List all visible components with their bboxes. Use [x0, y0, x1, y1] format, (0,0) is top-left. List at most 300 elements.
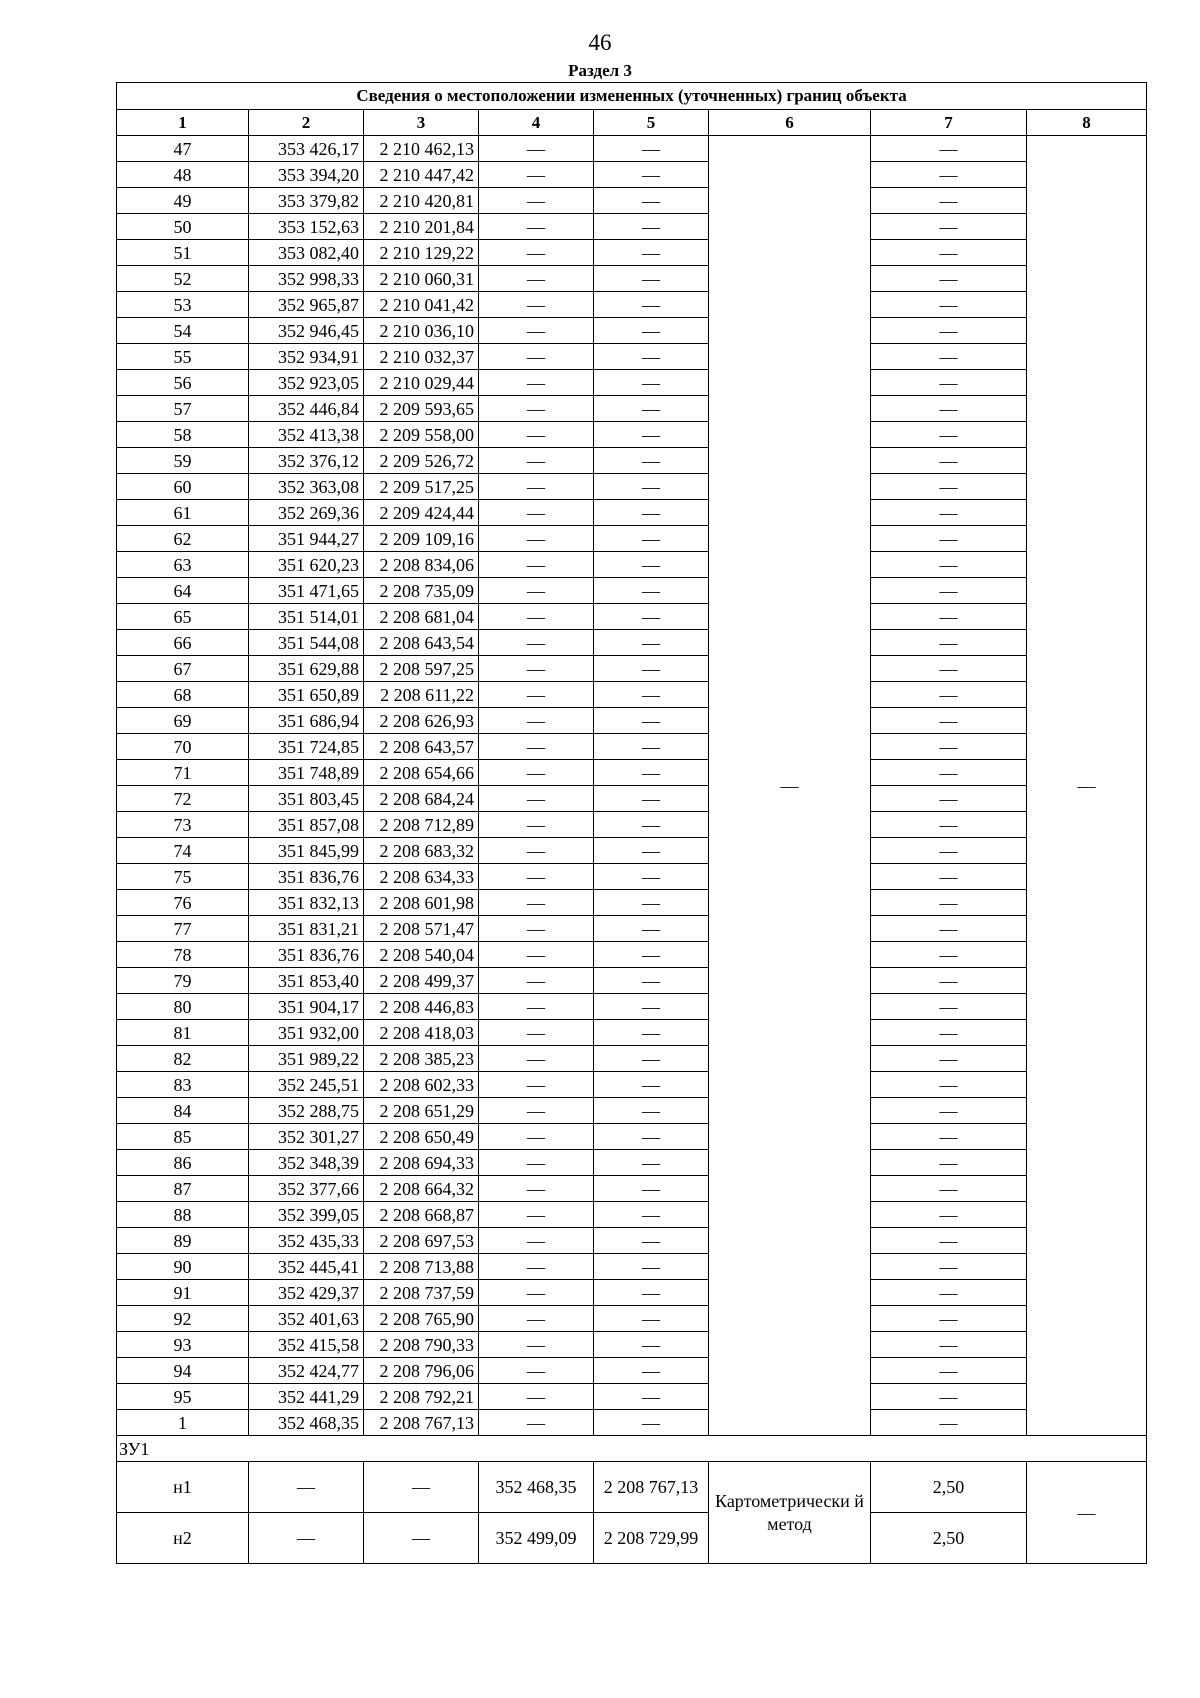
table-row — [117, 1306, 1147, 1332]
empty-cell: — — [594, 292, 709, 318]
empty-cell: — — [871, 1150, 1027, 1176]
coordinate-x: 351 471,65 — [249, 578, 364, 604]
empty-cell: — — [871, 682, 1027, 708]
merged-empty-cell: — — [1027, 1462, 1147, 1564]
empty-cell: — — [479, 734, 594, 760]
empty-cell: — — [479, 760, 594, 786]
empty-cell: — — [594, 448, 709, 474]
empty-cell: — — [594, 188, 709, 214]
coordinate-y: 2 208 611,22 — [364, 682, 479, 708]
empty-cell: — — [479, 1410, 594, 1436]
coordinate-y: 2 208 834,06 — [364, 552, 479, 578]
coordinate-x: 352 415,58 — [249, 1332, 364, 1358]
page-number: 46 — [588, 30, 612, 55]
empty-cell: — — [594, 396, 709, 422]
point-number: 83 — [117, 1072, 249, 1098]
coordinate-x: 351 853,40 — [249, 968, 364, 994]
coordinate-y: 2 208 735,09 — [364, 578, 479, 604]
empty-cell: — — [479, 162, 594, 188]
coordinate-y: 2 210 447,42 — [364, 162, 479, 188]
coordinate-x: 353 379,82 — [249, 188, 364, 214]
empty-cell: — — [479, 292, 594, 318]
empty-cell: — — [594, 1280, 709, 1306]
coordinate-y: 2 208 729,99 — [594, 1513, 709, 1564]
point-number: 64 — [117, 578, 249, 604]
coordinate-y: 2 208 601,98 — [364, 890, 479, 916]
table-row — [117, 1228, 1147, 1254]
point-number: 84 — [117, 1098, 249, 1124]
empty-cell: — — [479, 344, 594, 370]
empty-cell: — — [871, 812, 1027, 838]
coordinate-x: 353 152,63 — [249, 214, 364, 240]
empty-cell: — — [871, 1202, 1027, 1228]
coordinate-y: 2 208 792,21 — [364, 1384, 479, 1410]
empty-cell: — — [594, 1358, 709, 1384]
point-number: 62 — [117, 526, 249, 552]
empty-cell: — — [594, 318, 709, 344]
empty-cell: — — [871, 422, 1027, 448]
coordinate-y: 2 209 593,65 — [364, 396, 479, 422]
empty-cell: — — [479, 682, 594, 708]
coordinate-x: 351 803,45 — [249, 786, 364, 812]
table-row — [117, 396, 1147, 422]
empty-cell: — — [479, 1176, 594, 1202]
empty-cell: — — [871, 448, 1027, 474]
empty-cell: — — [871, 500, 1027, 526]
coordinate-x: 351 514,01 — [249, 604, 364, 630]
point-number: 93 — [117, 1332, 249, 1358]
coordinate-x: 352 998,33 — [249, 266, 364, 292]
empty-cell: — — [871, 604, 1027, 630]
table-row — [117, 838, 1147, 864]
table-row — [117, 682, 1147, 708]
empty-cell: — — [594, 708, 709, 734]
empty-cell: — — [871, 786, 1027, 812]
point-number: 77 — [117, 916, 249, 942]
coordinate-x: 351 836,76 — [249, 942, 364, 968]
empty-cell: — — [479, 1228, 594, 1254]
empty-cell: — — [871, 1072, 1027, 1098]
table-row — [117, 890, 1147, 916]
empty-cell: — — [364, 1462, 479, 1513]
point-number: 95 — [117, 1384, 249, 1410]
empty-cell: — — [871, 916, 1027, 942]
empty-cell: — — [594, 214, 709, 240]
empty-cell: — — [871, 526, 1027, 552]
point-number: 60 — [117, 474, 249, 500]
table-title-row — [117, 83, 1147, 110]
column-header: 4 — [479, 110, 594, 136]
coordinate-x: 352 468,35 — [249, 1410, 364, 1436]
column-header: 7 — [871, 110, 1027, 136]
point-number: 61 — [117, 500, 249, 526]
table-row — [117, 942, 1147, 968]
point-number: 67 — [117, 656, 249, 682]
coordinate-x: 351 629,88 — [249, 656, 364, 682]
empty-cell: — — [479, 890, 594, 916]
table-row — [117, 1332, 1147, 1358]
coordinate-y: 2 208 650,49 — [364, 1124, 479, 1150]
table-title: Сведения о местоположении измененных (уточненных) границ объекта — [117, 83, 1147, 110]
empty-cell: — — [594, 916, 709, 942]
coordinate-y: 2 208 643,57 — [364, 734, 479, 760]
point-number: 75 — [117, 864, 249, 890]
empty-cell: — — [594, 136, 709, 162]
empty-cell: — — [594, 682, 709, 708]
empty-cell: — — [871, 994, 1027, 1020]
empty-cell: — — [594, 526, 709, 552]
point-number: 70 — [117, 734, 249, 760]
empty-cell: — — [594, 812, 709, 838]
coordinate-y: 2 208 790,33 — [364, 1332, 479, 1358]
table-row — [117, 318, 1147, 344]
empty-cell: — — [479, 864, 594, 890]
empty-cell: — — [594, 734, 709, 760]
coordinate-x: 351 932,00 — [249, 1020, 364, 1046]
coordinate-x: 352 363,08 — [249, 474, 364, 500]
coordinate-x: 352 424,77 — [249, 1358, 364, 1384]
empty-cell: — — [594, 1150, 709, 1176]
table-row — [117, 526, 1147, 552]
table-row — [117, 630, 1147, 656]
table-row — [117, 916, 1147, 942]
empty-cell: — — [479, 552, 594, 578]
empty-cell: — — [871, 838, 1027, 864]
coordinate-y: 2 208 571,47 — [364, 916, 479, 942]
empty-cell: — — [479, 656, 594, 682]
point-number: 79 — [117, 968, 249, 994]
coordinate-y: 2 210 462,13 — [364, 136, 479, 162]
table-row — [117, 994, 1147, 1020]
coordinate-x: 352 288,75 — [249, 1098, 364, 1124]
coordinate-y: 2 208 634,33 — [364, 864, 479, 890]
coordinate-y: 2 208 418,03 — [364, 1020, 479, 1046]
empty-cell: — — [594, 1384, 709, 1410]
empty-cell: — — [871, 1254, 1027, 1280]
table-row — [117, 1124, 1147, 1150]
empty-cell: — — [479, 1280, 594, 1306]
empty-cell: — — [479, 370, 594, 396]
coordinate-x: 351 845,99 — [249, 838, 364, 864]
empty-cell: — — [479, 266, 594, 292]
coordinate-x: 351 836,76 — [249, 864, 364, 890]
point-number: 58 — [117, 422, 249, 448]
coordinate-y: 2 208 684,24 — [364, 786, 479, 812]
coordinate-x: 352 377,66 — [249, 1176, 364, 1202]
table-row — [117, 162, 1147, 188]
empty-cell: — — [479, 1124, 594, 1150]
point-number: 89 — [117, 1228, 249, 1254]
coordinate-x: 352 445,41 — [249, 1254, 364, 1280]
empty-cell: — — [479, 1202, 594, 1228]
empty-cell: — — [249, 1513, 364, 1564]
table-row — [117, 1358, 1147, 1384]
empty-cell: — — [479, 214, 594, 240]
table-row — [117, 1462, 1147, 1513]
empty-cell: — — [871, 552, 1027, 578]
empty-cell: — — [594, 1176, 709, 1202]
empty-cell: — — [594, 1124, 709, 1150]
point-number: 57 — [117, 396, 249, 422]
empty-cell: — — [594, 760, 709, 786]
coordinate-y: 2 208 681,04 — [364, 604, 479, 630]
empty-cell: — — [594, 1410, 709, 1436]
empty-cell: — — [871, 1098, 1027, 1124]
coordinate-x: 353 394,20 — [249, 162, 364, 188]
coordinate-x: 352 965,87 — [249, 292, 364, 318]
table-row — [117, 1150, 1147, 1176]
coordinate-y: 2 208 767,13 — [364, 1410, 479, 1436]
table-row — [117, 708, 1147, 734]
point-number: 78 — [117, 942, 249, 968]
empty-cell: — — [594, 1254, 709, 1280]
table-row — [117, 1020, 1147, 1046]
table-row — [117, 422, 1147, 448]
coordinate-x: 352 429,37 — [249, 1280, 364, 1306]
coordinate-y: 2 208 597,25 — [364, 656, 479, 682]
empty-cell: — — [594, 266, 709, 292]
section-heading: Раздел 3 — [568, 61, 632, 80]
empty-cell: — — [594, 1228, 709, 1254]
coordinate-y: 2 209 424,44 — [364, 500, 479, 526]
point-number: 51 — [117, 240, 249, 266]
point-number: 72 — [117, 786, 249, 812]
empty-cell: — — [871, 968, 1027, 994]
point-number: 94 — [117, 1358, 249, 1384]
coordinate-y: 2 208 712,89 — [364, 812, 479, 838]
table-row — [117, 578, 1147, 604]
empty-cell: — — [594, 1332, 709, 1358]
empty-cell: — — [871, 1124, 1027, 1150]
coordinate-x: 352 245,51 — [249, 1072, 364, 1098]
point-number: 48 — [117, 162, 249, 188]
point-number: 91 — [117, 1280, 249, 1306]
empty-cell: — — [479, 994, 594, 1020]
empty-cell: — — [871, 708, 1027, 734]
empty-cell: — — [479, 240, 594, 266]
empty-cell: — — [871, 1332, 1027, 1358]
coordinate-y: 2 208 737,59 — [364, 1280, 479, 1306]
empty-cell: — — [594, 838, 709, 864]
empty-cell: — — [479, 1150, 594, 1176]
coordinate-x: 352 446,84 — [249, 396, 364, 422]
point-number: 92 — [117, 1306, 249, 1332]
empty-cell: — — [479, 1072, 594, 1098]
coordinate-x: 351 944,27 — [249, 526, 364, 552]
empty-cell: — — [594, 630, 709, 656]
merged-empty-cell: — — [1027, 136, 1147, 1436]
empty-cell: — — [479, 1020, 594, 1046]
empty-cell: — — [479, 1306, 594, 1332]
point-number: 90 — [117, 1254, 249, 1280]
merged-empty-cell: — — [709, 136, 871, 1436]
coordinate-y: 2 208 713,88 — [364, 1254, 479, 1280]
table-row — [117, 760, 1147, 786]
coordinate-y: 2 208 767,13 — [594, 1462, 709, 1513]
table-row — [117, 344, 1147, 370]
coordinate-x: 352 468,35 — [479, 1462, 594, 1513]
point-number: 56 — [117, 370, 249, 396]
column-header: 3 — [364, 110, 479, 136]
coordinate-y: 2 208 668,87 — [364, 1202, 479, 1228]
table-row — [117, 812, 1147, 838]
empty-cell: — — [479, 500, 594, 526]
empty-cell: — — [871, 630, 1027, 656]
empty-cell: — — [871, 578, 1027, 604]
point-number: 59 — [117, 448, 249, 474]
empty-cell: — — [871, 1020, 1027, 1046]
empty-cell: — — [594, 552, 709, 578]
empty-cell: — — [594, 786, 709, 812]
empty-cell: — — [871, 890, 1027, 916]
table-row — [117, 1513, 1147, 1564]
coordinate-x: 352 946,45 — [249, 318, 364, 344]
empty-cell: — — [594, 968, 709, 994]
coordinate-x: 351 748,89 — [249, 760, 364, 786]
empty-cell: — — [594, 604, 709, 630]
empty-cell: — — [479, 526, 594, 552]
empty-cell: — — [871, 292, 1027, 318]
coordinate-x: 352 376,12 — [249, 448, 364, 474]
empty-cell: — — [594, 162, 709, 188]
table-row — [117, 1046, 1147, 1072]
point-number: 49 — [117, 188, 249, 214]
coordinate-y: 2 208 765,90 — [364, 1306, 479, 1332]
point-number: 87 — [117, 1176, 249, 1202]
empty-cell: — — [871, 656, 1027, 682]
empty-cell: — — [479, 136, 594, 162]
empty-cell: — — [594, 1098, 709, 1124]
table-row — [117, 1176, 1147, 1202]
coordinate-x: 352 934,91 — [249, 344, 364, 370]
empty-cell: — — [479, 188, 594, 214]
coordinate-y: 2 210 201,84 — [364, 214, 479, 240]
coordinate-y: 2 209 558,00 — [364, 422, 479, 448]
empty-cell: — — [479, 578, 594, 604]
point-number: 86 — [117, 1150, 249, 1176]
table-row — [117, 656, 1147, 682]
table-row — [117, 1384, 1147, 1410]
table-row — [117, 474, 1147, 500]
parcel-label: ЗУ1 — [117, 1436, 1147, 1462]
empty-cell: — — [479, 942, 594, 968]
empty-cell: — — [479, 1332, 594, 1358]
coordinate-y: 2 208 385,23 — [364, 1046, 479, 1072]
coordinate-y: 2 210 420,81 — [364, 188, 479, 214]
coordinate-x: 351 650,89 — [249, 682, 364, 708]
empty-cell: — — [479, 708, 594, 734]
coordinate-y: 2 210 041,42 — [364, 292, 479, 318]
point-number: 82 — [117, 1046, 249, 1072]
point-number: 69 — [117, 708, 249, 734]
coordinate-y: 2 210 129,22 — [364, 240, 479, 266]
empty-cell: — — [871, 864, 1027, 890]
point-number: 85 — [117, 1124, 249, 1150]
empty-cell: — — [479, 812, 594, 838]
coordinate-x: 352 348,39 — [249, 1150, 364, 1176]
empty-cell: — — [594, 656, 709, 682]
accuracy-value: 2,50 — [871, 1462, 1027, 1513]
empty-cell: — — [479, 318, 594, 344]
empty-cell: — — [871, 188, 1027, 214]
empty-cell: — — [594, 370, 709, 396]
coordinate-x: 352 413,38 — [249, 422, 364, 448]
point-number: н1 — [117, 1462, 249, 1513]
table-row — [117, 1202, 1147, 1228]
point-number: 54 — [117, 318, 249, 344]
coordinate-y: 2 208 651,29 — [364, 1098, 479, 1124]
empty-cell: — — [871, 474, 1027, 500]
column-header-row — [117, 110, 1147, 136]
empty-cell: — — [479, 604, 594, 630]
table-row — [117, 500, 1147, 526]
coordinate-y: 2 208 626,93 — [364, 708, 479, 734]
coordinate-x: 352 399,05 — [249, 1202, 364, 1228]
coordinate-y: 2 209 526,72 — [364, 448, 479, 474]
method-cell: Картометрически й метод — [709, 1462, 871, 1564]
coordinate-x: 352 441,29 — [249, 1384, 364, 1410]
empty-cell: — — [479, 1384, 594, 1410]
coordinate-y: 2 208 694,33 — [364, 1150, 479, 1176]
empty-cell: — — [364, 1513, 479, 1564]
empty-cell: — — [479, 1098, 594, 1124]
coordinate-y: 2 208 654,66 — [364, 760, 479, 786]
coordinate-y: 2 208 540,04 — [364, 942, 479, 968]
coordinate-y: 2 208 643,54 — [364, 630, 479, 656]
empty-cell: — — [594, 578, 709, 604]
column-header: 5 — [594, 110, 709, 136]
point-number: 50 — [117, 214, 249, 240]
table-row — [117, 240, 1147, 266]
empty-cell: — — [871, 344, 1027, 370]
table-row — [117, 604, 1147, 630]
coordinate-x: 351 544,08 — [249, 630, 364, 656]
empty-cell: — — [479, 422, 594, 448]
point-number: 53 — [117, 292, 249, 318]
empty-cell: — — [479, 1254, 594, 1280]
empty-cell: — — [479, 1358, 594, 1384]
column-header: 6 — [709, 110, 871, 136]
table-row — [117, 136, 1147, 162]
point-number: 55 — [117, 344, 249, 370]
empty-cell: — — [479, 396, 594, 422]
coordinate-y: 2 209 109,16 — [364, 526, 479, 552]
coordinate-x: 351 832,13 — [249, 890, 364, 916]
point-number: 71 — [117, 760, 249, 786]
table-row — [117, 1254, 1147, 1280]
empty-cell: — — [479, 474, 594, 500]
empty-cell: — — [594, 500, 709, 526]
empty-cell: — — [594, 864, 709, 890]
point-number: 74 — [117, 838, 249, 864]
point-number: 76 — [117, 890, 249, 916]
empty-cell: — — [871, 1176, 1027, 1202]
table-row — [117, 786, 1147, 812]
point-number: 52 — [117, 266, 249, 292]
empty-cell: — — [871, 162, 1027, 188]
coordinate-y: 2 208 664,32 — [364, 1176, 479, 1202]
coordinate-y: 2 210 060,31 — [364, 266, 479, 292]
empty-cell: — — [479, 968, 594, 994]
coordinate-y: 2 210 032,37 — [364, 344, 479, 370]
empty-cell: — — [871, 370, 1027, 396]
empty-cell: — — [871, 760, 1027, 786]
accuracy-value: 2,50 — [871, 1513, 1027, 1564]
empty-cell: — — [594, 344, 709, 370]
coordinate-x: 352 923,05 — [249, 370, 364, 396]
empty-cell: — — [479, 916, 594, 942]
empty-cell: — — [871, 942, 1027, 968]
